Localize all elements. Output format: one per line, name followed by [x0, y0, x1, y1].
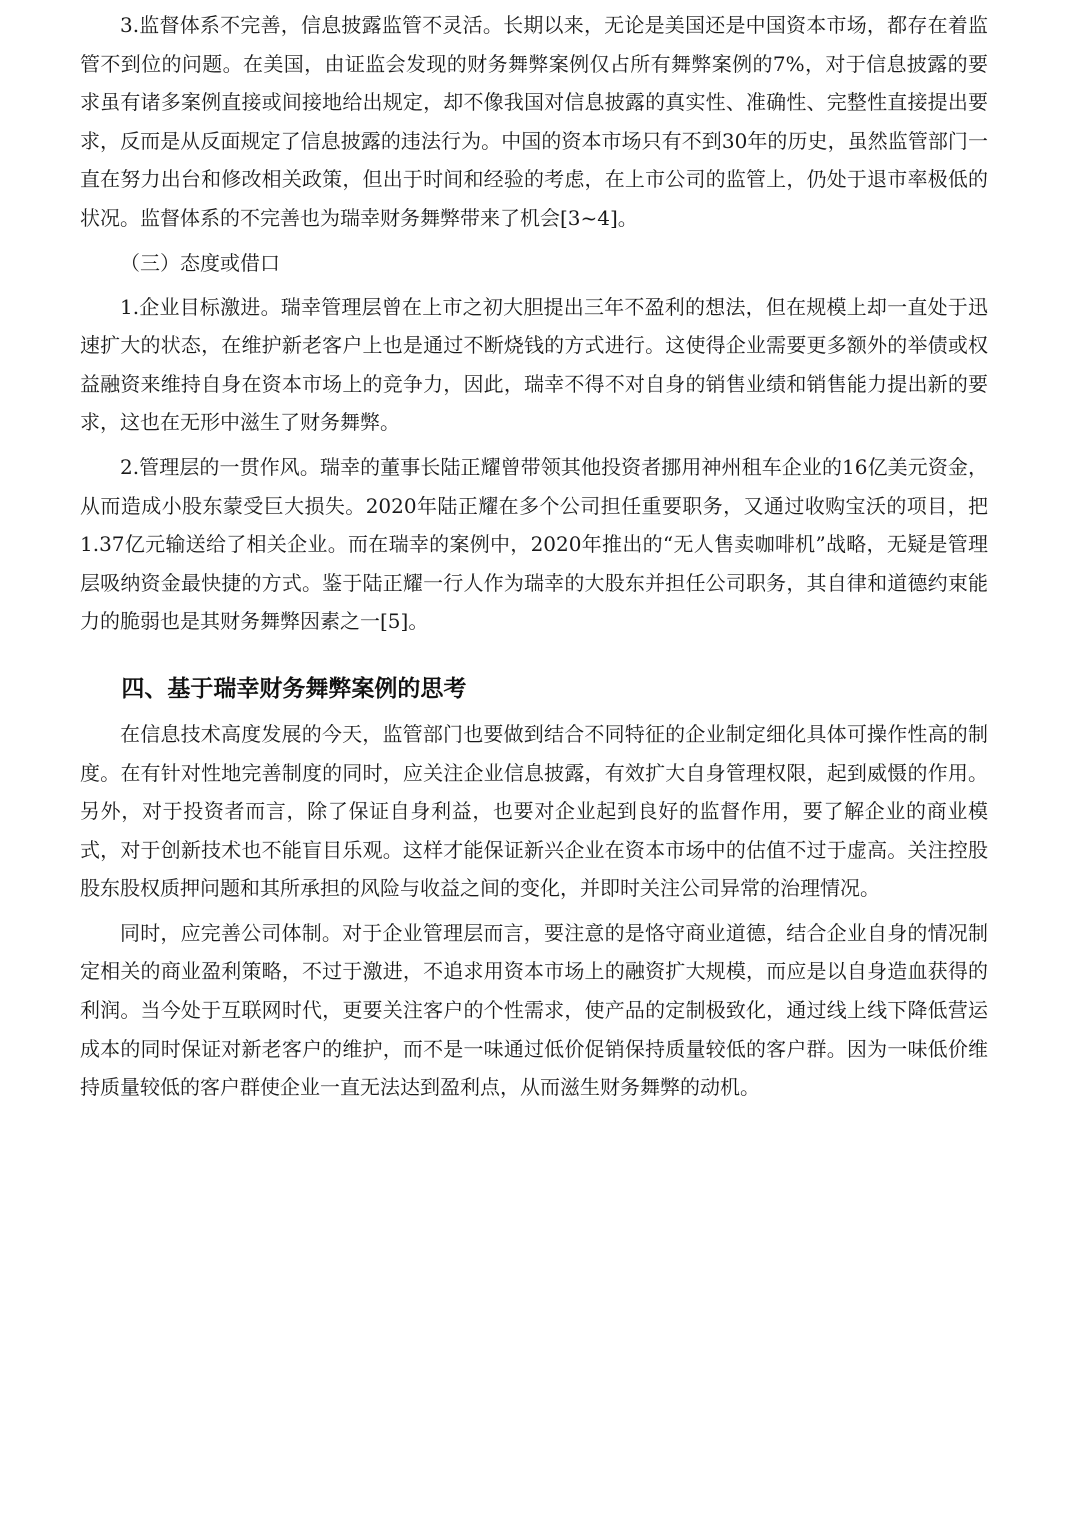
paragraph-regulatory-advice: 在信息技术高度发展的今天，监管部门也要做到结合不同特征的企业制定细化具体可操作性高的制度。在有针对性地完善制度的同时，应关注企业信息披露，有效扩大自身管理权限，起到威慑的作用。另外，对于投资者而言，除了保证自身利益，也要对企业起到良好的监督作用，要了解企业的商业模式，对于创新技术也不能盲目乐观。这样才能保证新兴企业在资本市场中的估值不过于虚高。关注控股股东股权质押问题和其所承担的风险与收益之间的变化，并即时关注公司异常的治理情况。	[80, 721, 988, 901]
paragraph-corporate-system: 同时，应完善公司体制。对于企业管理层而言，要注意的是恪守商业道德，结合企业自身的情况制定相关的商业盈利策略，不过于激进，不追求用资本市场上的融资扩大规模，而应是以自身造血获得的利润。当今处于互联网时代，更要关注客户的个性需求，使产品的定制极致化，通过线上线下降低营运成本的同时保证对新老客户的维护，而不是一味通过低价促销保持质量较低的客户群。因为一味低价维持质量较低的客户群使企业一直无法达到盈利点，从而滋生财务舞弊的动机。	[80, 920, 988, 1100]
paragraph-supervision-system: 3.监督体系不完善，信息披露监管不灵活。长期以来，无论是美国还是中国资本市场，都存在着监管不到位的问题。在美国，由证监会发现的财务舞弊案例仅占所有舞弊案例的7%，对于信息披露的要求虽有诸多案例直接或间接地给出规定，却不像我国对信息披露的真实性、准确性、完整性直接提出要求，反而是从反面规定了信息披露的违法行为。中国的资本市场只有不到30年的历史，虽然监管部门一直在努力出台和修改相关政策，但出于时间和经验的考虑，在上市公司的监管上，仍处于退市率极低的状况。监督体系的不完善也为瑞幸财务舞弊带来了机会[3~4]。	[80, 13, 988, 230]
paragraph-management-style: 2.管理层的一贯作风。瑞幸的董事长陆正耀曾带领其他投资者挪用神州租车企业的16亿美元资金，从而造成小股东蒙受巨大损失。2020年陆正耀在多个公司担任重要职务，又通过收购宝沃的项目，把1.37亿元输送给了相关企业。而在瑞幸的案例中，2020年推出的“无人售卖咖啡机”战略，无疑是管理层吸纳资金最快捷的方式。鉴于陆正耀一行人作为瑞幸的大股东并担任公司职务，其自律和道德约束能力的脆弱也是其财务舞弊因素之一[5]。	[80, 454, 988, 634]
document-body	[80, 6, 988, 1113]
paragraph-aggressive-goals: 1.企业目标激进。瑞幸管理层曾在上市之初大胆提出三年不盈利的想法，但在规模上却一直处于迅速扩大的状态，在维护新老客户上也是通过不断烧钱的方式进行。这使得企业需要更多额外的举债或权益融资来维持自身在资本市场上的竞争力，因此，瑞幸不得不对自身的销售业绩和销售能力提出新的要求，这也在无形中滋生了财务舞弊。	[80, 294, 988, 435]
subheading-attitude-excuse: （三）态度或借口	[120, 250, 280, 275]
section-heading-reflection: 四、基于瑞幸财务舞弊案例的思考	[121, 675, 467, 702]
